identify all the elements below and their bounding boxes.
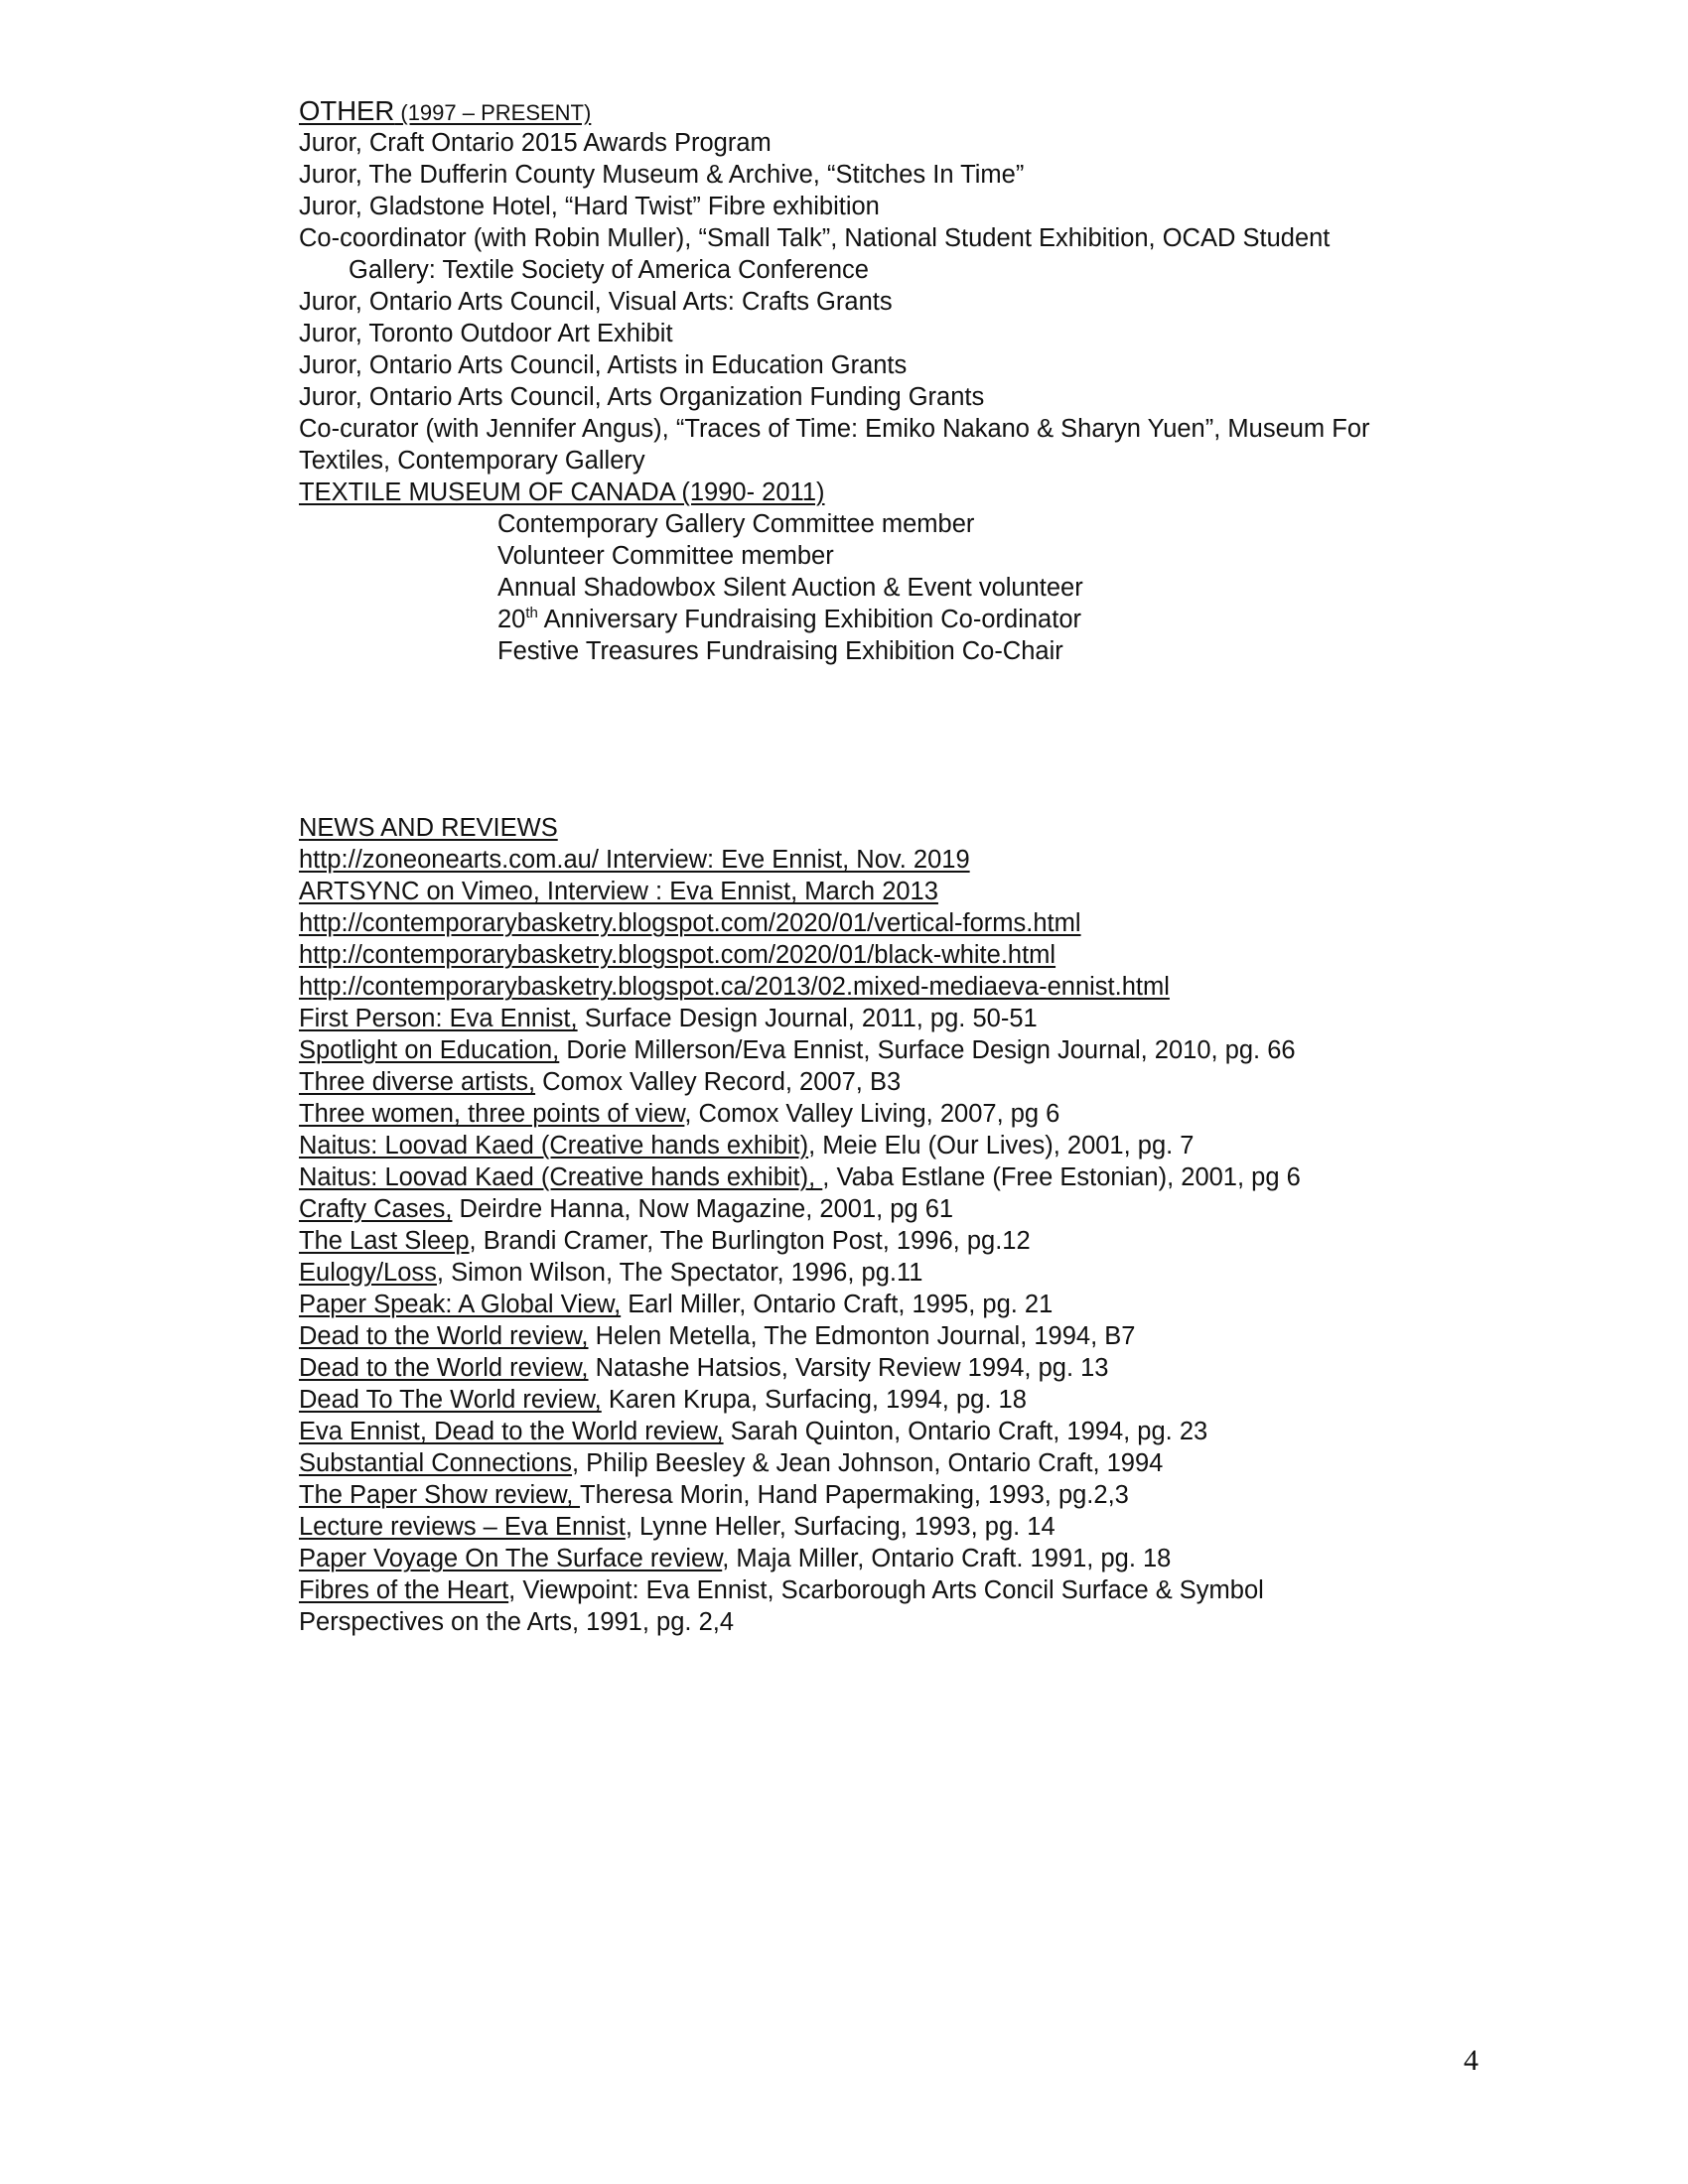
news-entry-title[interactable]: http://zoneonearts.com.au/ Interview: Eve Ennist, Nov. 2019	[299, 846, 970, 874]
other-item: Juror, Ontario Arts Council, Arts Organization Funding Grants	[299, 383, 985, 411]
news-entry-details: Theresa Morin, Hand Papermaking, 1993, pg.2,3	[580, 1481, 1129, 1509]
textile-museum-item: Annual Shadowbox Silent Auction & Event volunteer	[497, 574, 1083, 602]
news-entry-title[interactable]: Dead to the World review,	[299, 1322, 589, 1350]
other-heading-title: OTHER	[299, 95, 395, 126]
news-entry-title[interactable]: Lecture reviews – Eva Ennist	[299, 1513, 626, 1541]
anniversary-text: Anniversary Fundraising Exhibition Co-ordinator	[537, 606, 1081, 633]
news-entry-title[interactable]: Three diverse artists,	[299, 1068, 536, 1096]
news-entry-title[interactable]: Naitus: Loovad Kaed (Creative hands exhibit),	[299, 1163, 823, 1191]
news-entry-details: , Simon Wilson, The Spectator, 1996, pg.11	[436, 1259, 923, 1287]
news-entry-details: , Maja Miller, Ontario Craft. 1991, pg. 18	[722, 1545, 1172, 1572]
news-list	[299, 844, 1490, 1606]
textile-museum-heading-text: TEXTILE MUSEUM OF CANADA (1990- 2011)	[299, 478, 825, 506]
news-entry-title[interactable]: ARTSYNC on Vimeo, Interview : Eva Ennist, March 2013	[299, 878, 938, 905]
news-entry-details: , Viewpoint: Eva Ennist, Scarborough Arts Concil Surface & Symbol	[508, 1576, 1264, 1604]
news-entry	[299, 1034, 1490, 1066]
news-entry-title[interactable]: Naitus: Loovad Kaed (Creative hands exhibit)	[299, 1132, 809, 1160]
news-entry	[299, 1257, 1490, 1289]
news-entry-details: Helen Metella, The Edmonton Journal, 1994, B7	[588, 1322, 1136, 1350]
other-item: Juror, Gladstone Hotel, “Hard Twist” Fibre exhibition	[299, 193, 880, 220]
news-entry-details: Natashe Hatsios, Varsity Review 1994, pg. 13	[588, 1354, 1109, 1382]
news-entry	[299, 1003, 1490, 1034]
news-entry-title[interactable]: Spotlight on Education,	[299, 1036, 560, 1064]
news-entry-title[interactable]: Dead to the World review,	[299, 1354, 589, 1382]
news-entry-title[interactable]: Eulogy/Loss	[299, 1259, 437, 1287]
anniversary-number: 20	[497, 606, 526, 633]
textile-museum-item: Festive Treasures Fundraising Exhibition Co-Chair	[497, 637, 1063, 665]
news-entry-details: , Philip Beesley & Jean Johnson, Ontario Craft, 1994	[572, 1449, 1164, 1477]
news-entry	[299, 1352, 1490, 1384]
news-entry	[299, 1066, 1490, 1098]
textile-museum-heading	[299, 477, 1490, 508]
news-entry	[299, 876, 1490, 907]
news-entry	[299, 1447, 1490, 1479]
news-entry	[299, 1320, 1490, 1352]
other-item-continuation: Textiles, Contemporary Gallery	[299, 447, 645, 475]
textile-museum-item: Volunteer Committee member	[497, 542, 834, 570]
news-entry-title[interactable]: Dead To The World review,	[299, 1386, 602, 1414]
news-entry-details: Karen Krupa, Surfacing, 1994, pg. 18	[601, 1386, 1027, 1414]
news-entry-details: , Brandi Cramer, The Burlington Post, 1996, pg.12	[469, 1227, 1031, 1255]
news-entry	[299, 907, 1490, 939]
news-entry-title[interactable]: http://contemporarybasketry.blogspot.ca/2013/02.mixed-mediaeva-ennist.html	[299, 973, 1170, 1001]
news-entry	[299, 1416, 1490, 1447]
textile-museum-item	[299, 604, 1490, 635]
news-entry-title[interactable]: Eva Ennist, Dead to the World review,	[299, 1418, 724, 1445]
news-entry-details: Dorie Millerson/Eva Ennist, Surface Design Journal, 2010, pg. 66	[559, 1036, 1296, 1064]
page-content	[299, 95, 1490, 1638]
news-entry-title[interactable]: Substantial Connections	[299, 1449, 573, 1477]
news-entry-title[interactable]: Paper Voyage On The Surface review	[299, 1545, 723, 1572]
news-entry	[299, 1161, 1490, 1193]
news-entry	[299, 1511, 1490, 1543]
other-item: Co-curator (with Jennifer Angus), “Traces of Time: Emiko Nakano & Sharyn Yuen”, Museum For	[299, 415, 1370, 443]
news-entry-title[interactable]: First Person: Eva Ennist,	[299, 1005, 578, 1032]
news-entry	[299, 1193, 1490, 1225]
other-heading-years: (1997 – PRESENT)	[394, 100, 592, 125]
other-item: Co-coordinator (with Robin Muller), “Small Talk”, National Student Exhibition, OCAD Student	[299, 224, 1331, 252]
news-entry-title[interactable]: http://contemporarybasketry.blogspot.com/2020/01/vertical-forms.html	[299, 909, 1081, 937]
news-entry	[299, 844, 1490, 876]
news-entry	[299, 1098, 1490, 1130]
other-item: Juror, Craft Ontario 2015 Awards Program	[299, 129, 772, 157]
news-entry-details: Sarah Quinton, Ontario Craft, 1994, pg. 23	[723, 1418, 1208, 1445]
news-entry-details: Comox Valley Record, 2007, B3	[535, 1068, 902, 1096]
news-entry	[299, 1543, 1490, 1574]
other-item: Juror, Toronto Outdoor Art Exhibit	[299, 320, 673, 347]
news-entry	[299, 1225, 1490, 1257]
news-entry	[299, 1479, 1490, 1511]
news-entry-details: Deirdre Hanna, Now Magazine, 2001, pg 61	[452, 1195, 954, 1223]
news-entry	[299, 1574, 1490, 1606]
news-entry	[299, 971, 1490, 1003]
news-entry-details: Surface Design Journal, 2011, pg. 50-51	[577, 1005, 1038, 1032]
news-entry	[299, 1384, 1490, 1416]
news-entry-title[interactable]: Three women, three points of view	[299, 1100, 685, 1128]
news-entry-details: , Vaba Estlane (Free Estonian), 2001, pg 6	[822, 1163, 1301, 1191]
news-entry-title[interactable]: Paper Speak: A Global View,	[299, 1291, 622, 1318]
news-entry-details: Earl Miller, Ontario Craft, 1995, pg. 21	[621, 1291, 1054, 1318]
news-entry-title[interactable]: http://contemporarybasketry.blogspot.com/2020/01/black-white.html	[299, 941, 1056, 969]
news-entry-title[interactable]: Fibres of the Heart	[299, 1576, 509, 1604]
news-entry-title[interactable]: Crafty Cases,	[299, 1195, 453, 1223]
news-entry-title[interactable]: The Last Sleep	[299, 1227, 470, 1255]
news-entry-details: , Meie Elu (Our Lives), 2001, pg. 7	[808, 1132, 1195, 1160]
other-heading	[299, 95, 1490, 127]
news-heading	[299, 812, 1490, 844]
other-item: Juror, Ontario Arts Council, Artists in Education Grants	[299, 351, 908, 379]
news-entry-continuation: Perspectives on the Arts, 1991, pg. 2,4	[299, 1608, 735, 1636]
page-number: 4	[1464, 2044, 1478, 2077]
news-entry-details: , Lynne Heller, Surfacing, 1993, pg. 14	[625, 1513, 1055, 1541]
section-spacer	[299, 667, 1490, 812]
news-entry	[299, 939, 1490, 971]
news-entry	[299, 1130, 1490, 1161]
news-entry	[299, 1289, 1490, 1320]
news-heading-text: NEWS AND REVIEWS	[299, 814, 558, 842]
other-item-continuation: Gallery: Textile Society of America Conference	[349, 256, 869, 284]
news-entry-details: , Comox Valley Living, 2007, pg 6	[684, 1100, 1060, 1128]
anniversary-suffix: th	[525, 605, 538, 621]
news-entry-title[interactable]: The Paper Show review,	[299, 1481, 581, 1509]
other-item: Juror, The Dufferin County Museum & Archive, “Stitches In Time”	[299, 161, 1025, 189]
other-item: Juror, Ontario Arts Council, Visual Arts: Crafts Grants	[299, 288, 893, 316]
textile-museum-item: Contemporary Gallery Committee member	[497, 510, 975, 538]
